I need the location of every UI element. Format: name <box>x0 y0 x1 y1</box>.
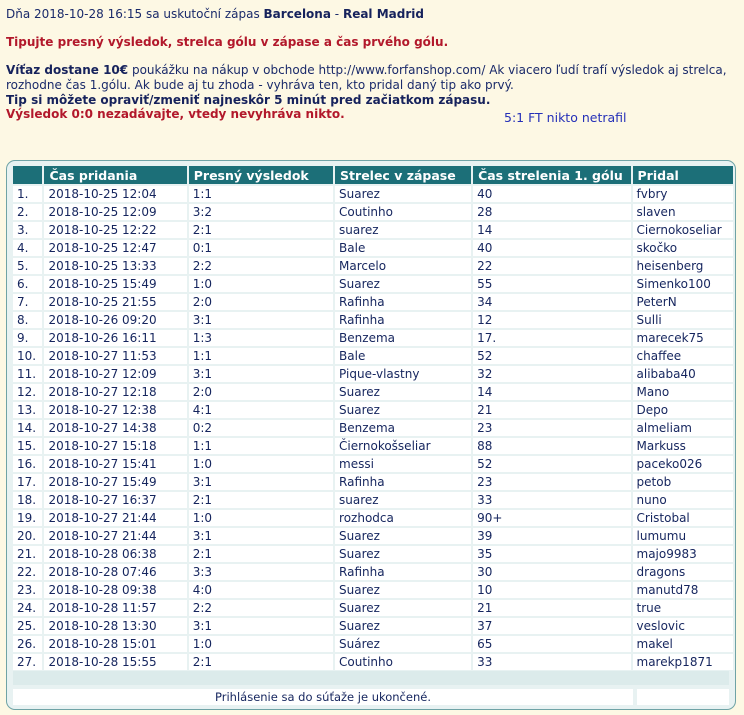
table-row <box>13 510 733 526</box>
row-scorer: Rafinha <box>335 564 471 580</box>
row-time-added: 2018-10-27 15:49 <box>44 474 186 490</box>
row-index: 12. <box>13 384 42 400</box>
row-scorer: suarez <box>335 222 471 238</box>
row-added-by: marecek75 <box>633 330 733 346</box>
row-first-goal-time: 88 <box>473 438 630 454</box>
row-time-added: 2018-10-28 13:30 <box>44 618 186 634</box>
row-time-added: 2018-10-26 16:11 <box>44 330 186 346</box>
row-time-added: 2018-10-25 13:33 <box>44 258 186 274</box>
row-scorer: suarez <box>335 492 471 508</box>
row-added-by: almeliam <box>633 420 733 436</box>
edit-note: Tip si môžete opraviť/zmeniť najneskôr 5 minút pred začiatkom zápasu. <box>6 93 491 107</box>
row-exact-result: 1:0 <box>189 510 333 526</box>
row-index: 7. <box>13 294 42 310</box>
row-scorer: Suárez <box>335 636 471 652</box>
row-scorer: Benzema <box>335 330 471 346</box>
row-scorer: Suarez <box>335 186 471 202</box>
home-team: Barcelona <box>263 7 331 21</box>
match-date: Dňa 2018-10-28 16:15 sa uskutoční zápas <box>6 7 260 21</box>
row-scorer: Rafinha <box>335 312 471 328</box>
instructions: Tipujte presný výsledok, strelca gólu v zápase a čas prvého gólu. <box>6 35 449 49</box>
row-exact-result: 3:2 <box>189 204 333 220</box>
row-time-added: 2018-10-25 15:49 <box>44 276 186 292</box>
row-exact-result: 4:1 <box>189 402 333 418</box>
row-scorer: Rafinha <box>335 294 471 310</box>
row-scorer: Suarez <box>335 528 471 544</box>
row-time-added: 2018-10-25 12:47 <box>44 240 186 256</box>
row-added-by: chaffee <box>633 348 733 364</box>
row-index: 18. <box>13 492 42 508</box>
row-first-goal-time: 65 <box>473 636 630 652</box>
table-row <box>13 366 733 382</box>
table-row <box>13 258 733 274</box>
row-scorer: Suarez <box>335 276 471 292</box>
row-index: 2. <box>13 204 42 220</box>
col-added-by-header: Pridal <box>633 166 733 184</box>
row-added-by: Markuss <box>633 438 733 454</box>
row-first-goal-time: 39 <box>473 528 630 544</box>
row-time-added: 2018-10-28 06:38 <box>44 546 186 562</box>
row-time-added: 2018-10-28 15:55 <box>44 654 186 670</box>
row-first-goal-time: 23 <box>473 474 630 490</box>
table-row <box>13 564 733 580</box>
row-scorer: Pique-vlastny <box>335 366 471 382</box>
table-row <box>13 348 733 364</box>
row-exact-result: 3:1 <box>189 528 333 544</box>
table-row <box>13 618 733 634</box>
table-row <box>13 330 733 346</box>
row-first-goal-time: 52 <box>473 348 630 364</box>
row-first-goal-time: 30 <box>473 564 630 580</box>
row-scorer: Suarez <box>335 546 471 562</box>
row-index: 19. <box>13 510 42 526</box>
row-added-by: veslovic <box>633 618 733 634</box>
row-time-added: 2018-10-27 12:38 <box>44 402 186 418</box>
row-index: 21. <box>13 546 42 562</box>
row-time-added: 2018-10-28 15:01 <box>44 636 186 652</box>
row-exact-result: 1:1 <box>189 186 333 202</box>
row-exact-result: 0:1 <box>189 240 333 256</box>
row-time-added: 2018-10-25 12:09 <box>44 204 186 220</box>
table-row <box>13 312 733 328</box>
row-index: 24. <box>13 600 42 616</box>
row-added-by: dragons <box>633 564 733 580</box>
row-first-goal-time: 40 <box>473 240 630 256</box>
col-scorer-header: Strelec v zápase <box>335 166 471 184</box>
row-time-added: 2018-10-27 21:44 <box>44 510 186 526</box>
row-scorer: Rafinha <box>335 474 471 490</box>
row-first-goal-time: 22 <box>473 258 630 274</box>
row-time-added: 2018-10-25 21:55 <box>44 294 186 310</box>
footer-cell <box>637 689 729 705</box>
row-index: 17. <box>13 474 42 490</box>
row-time-added: 2018-10-28 09:38 <box>44 582 186 598</box>
row-first-goal-time: 55 <box>473 276 630 292</box>
row-exact-result: 2:1 <box>189 492 333 508</box>
row-added-by: heisenberg <box>633 258 733 274</box>
row-exact-result: 2:2 <box>189 258 333 274</box>
row-added-by: majo9983 <box>633 546 733 562</box>
row-exact-result: 2:1 <box>189 654 333 670</box>
row-added-by: Depo <box>633 402 733 418</box>
row-added-by: Ciernokoseliar <box>633 222 733 238</box>
row-index: 20. <box>13 528 42 544</box>
row-index: 26. <box>13 636 42 652</box>
row-time-added: 2018-10-26 09:20 <box>44 312 186 328</box>
row-index: 9. <box>13 330 42 346</box>
row-time-added: 2018-10-27 14:38 <box>44 420 186 436</box>
row-scorer: Coutinho <box>335 654 471 670</box>
col-index-header <box>13 166 42 184</box>
table-row <box>13 294 733 310</box>
prize-text: poukážku na nákup v obchode http://www.forfanshop.com/ Ak viacero ľudí trafí výsledok aj strelca, rozhodne čas 1.gólu. Ak bude aj tu zhoda - vyhráva ten, kto pridal daný tip ako prvý. <box>6 63 727 92</box>
table-spacer <box>13 671 729 685</box>
row-first-goal-time: 12 <box>473 312 630 328</box>
row-index: 3. <box>13 222 42 238</box>
table-row <box>13 528 733 544</box>
row-index: 11. <box>13 366 42 382</box>
table-row <box>13 492 733 508</box>
row-time-added: 2018-10-27 15:18 <box>44 438 186 454</box>
row-first-goal-time: 37 <box>473 618 630 634</box>
row-time-added: 2018-10-27 12:18 <box>44 384 186 400</box>
col-first-goal-time-header: Čas strelenia 1. gólu <box>473 166 630 184</box>
row-added-by: Cristobal <box>633 510 733 526</box>
row-exact-result: 1:1 <box>189 438 333 454</box>
closed-notice: Prihlásenie sa do súťaže je ukončené. <box>13 689 633 705</box>
row-exact-result: 2:2 <box>189 600 333 616</box>
row-exact-result: 1:0 <box>189 456 333 472</box>
row-exact-result: 2:1 <box>189 222 333 238</box>
row-added-by: skočko <box>633 240 733 256</box>
row-exact-result: 3:1 <box>189 312 333 328</box>
row-added-by: paceko026 <box>633 456 733 472</box>
table-row <box>13 186 733 202</box>
row-first-goal-time: 33 <box>473 492 630 508</box>
row-exact-result: 3:1 <box>189 474 333 490</box>
row-added-by: manutd78 <box>633 582 733 598</box>
row-added-by: lumumu <box>633 528 733 544</box>
match-header <box>6 7 736 21</box>
row-exact-result: 2:1 <box>189 546 333 562</box>
row-index: 14. <box>13 420 42 436</box>
row-scorer: rozhodca <box>335 510 471 526</box>
table-row <box>13 456 733 472</box>
row-first-goal-time: 14 <box>473 222 630 238</box>
row-scorer: Coutinho <box>335 204 471 220</box>
row-exact-result: 4:0 <box>189 582 333 598</box>
table-header <box>13 166 733 184</box>
row-scorer: Bale <box>335 240 471 256</box>
team-separator: - <box>334 7 340 21</box>
row-exact-result: 3:1 <box>189 366 333 382</box>
table-row <box>13 654 733 670</box>
row-scorer: messi <box>335 456 471 472</box>
row-index: 6. <box>13 276 42 292</box>
row-index: 15. <box>13 438 42 454</box>
row-scorer: Čiernokošseliar <box>335 438 471 454</box>
row-added-by: fvbry <box>633 186 733 202</box>
row-index: 10. <box>13 348 42 364</box>
row-first-goal-time: 21 <box>473 600 630 616</box>
row-exact-result: 2:0 <box>189 294 333 310</box>
row-first-goal-time: 17. <box>473 330 630 346</box>
row-added-by: alibaba40 <box>633 366 733 382</box>
row-time-added: 2018-10-25 12:04 <box>44 186 186 202</box>
row-exact-result: 1:0 <box>189 276 333 292</box>
away-team: Real Madrid <box>342 7 424 21</box>
table-row <box>13 204 733 220</box>
row-time-added: 2018-10-25 12:22 <box>44 222 186 238</box>
row-exact-result: 3:1 <box>189 618 333 634</box>
row-index: 13. <box>13 402 42 418</box>
row-first-goal-time: 34 <box>473 294 630 310</box>
table-row <box>13 222 733 238</box>
col-time-added-header: Čas pridania <box>44 166 186 184</box>
row-index: 16. <box>13 456 42 472</box>
row-scorer: Bale <box>335 348 471 364</box>
final-result: 5:1 FT nikto netrafil <box>504 110 627 125</box>
row-index: 5. <box>13 258 42 274</box>
table-row <box>13 600 733 616</box>
col-exact-result-header: Presný výsledok <box>189 166 333 184</box>
table-row <box>13 384 733 400</box>
winner-label: Víťaz dostane 10€ <box>6 63 129 77</box>
row-time-added: 2018-10-27 11:53 <box>44 348 186 364</box>
row-time-added: 2018-10-27 16:37 <box>44 492 186 508</box>
row-first-goal-time: 14 <box>473 384 630 400</box>
match-info <box>6 7 736 121</box>
row-added-by: makel <box>633 636 733 652</box>
row-time-added: 2018-10-28 07:46 <box>44 564 186 580</box>
row-scorer: Suarez <box>335 618 471 634</box>
row-added-by: nuno <box>633 492 733 508</box>
row-index: 22. <box>13 564 42 580</box>
row-index: 4. <box>13 240 42 256</box>
row-scorer: Suarez <box>335 582 471 598</box>
row-added-by: slaven <box>633 204 733 220</box>
row-time-added: 2018-10-27 21:44 <box>44 528 186 544</box>
row-index: 23. <box>13 582 42 598</box>
row-first-goal-time: 40 <box>473 186 630 202</box>
row-added-by: Simenko100 <box>633 276 733 292</box>
tips-panel <box>6 160 736 710</box>
row-first-goal-time: 33 <box>473 654 630 670</box>
table-row <box>13 420 733 436</box>
row-scorer: Benzema <box>335 420 471 436</box>
tips-table <box>11 164 735 672</box>
table-row <box>13 402 733 418</box>
row-exact-result: 1:1 <box>189 348 333 364</box>
row-exact-result: 1:0 <box>189 636 333 652</box>
row-index: 25. <box>13 618 42 634</box>
table-row <box>13 636 733 652</box>
row-added-by: PeterN <box>633 294 733 310</box>
row-exact-result: 2:0 <box>189 384 333 400</box>
row-first-goal-time: 21 <box>473 402 630 418</box>
row-added-by: Sulli <box>633 312 733 328</box>
table-row <box>13 240 733 256</box>
table-row <box>13 582 733 598</box>
row-index: 1. <box>13 186 42 202</box>
row-time-added: 2018-10-28 11:57 <box>44 600 186 616</box>
row-first-goal-time: 52 <box>473 456 630 472</box>
table-row <box>13 546 733 562</box>
row-scorer: Suarez <box>335 402 471 418</box>
row-exact-result: 0:2 <box>189 420 333 436</box>
row-added-by: Mano <box>633 384 733 400</box>
row-scorer: Suarez <box>335 600 471 616</box>
prize-info <box>6 63 736 93</box>
table-row <box>13 474 733 490</box>
row-added-by: marekp1871 <box>633 654 733 670</box>
table-row <box>13 276 733 292</box>
row-first-goal-time: 35 <box>473 546 630 562</box>
row-added-by: true <box>633 600 733 616</box>
row-exact-result: 1:3 <box>189 330 333 346</box>
warning-note: Výsledok 0:0 nezadávajte, vtedy nevyhráva nikto. <box>6 107 345 121</box>
row-time-added: 2018-10-27 12:09 <box>44 366 186 382</box>
row-first-goal-time: 32 <box>473 366 630 382</box>
row-scorer: Marcelo <box>335 258 471 274</box>
row-exact-result: 3:3 <box>189 564 333 580</box>
row-index: 27. <box>13 654 42 670</box>
row-time-added: 2018-10-27 15:41 <box>44 456 186 472</box>
row-first-goal-time: 23 <box>473 420 630 436</box>
row-first-goal-time: 90+ <box>473 510 630 526</box>
table-body <box>13 186 733 670</box>
row-scorer: Suarez <box>335 384 471 400</box>
row-first-goal-time: 10 <box>473 582 630 598</box>
table-row <box>13 438 733 454</box>
row-first-goal-time: 28 <box>473 204 630 220</box>
row-added-by: petob <box>633 474 733 490</box>
row-index: 8. <box>13 312 42 328</box>
